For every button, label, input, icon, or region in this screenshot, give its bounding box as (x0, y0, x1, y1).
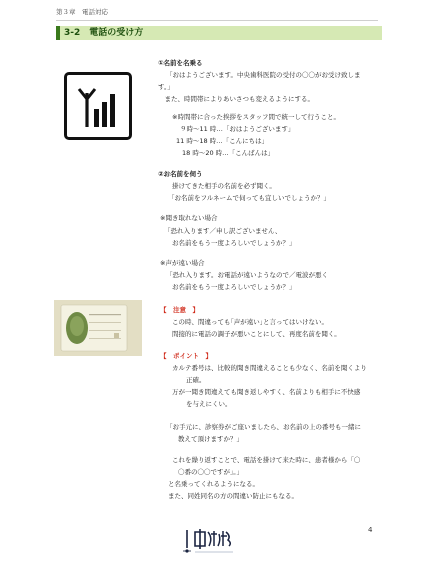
page-number: 4 (368, 526, 373, 534)
chapter-label: 第３章 電話対応 (56, 8, 108, 16)
text-line: この時、間違っても｢声が遠い｣と言ってはいけない。 (172, 318, 328, 326)
text-line: これを繰り返すことで、電話を掛けて来た時に、患者様から「〇 (172, 456, 361, 464)
case-heading: ※聞き取れない場合 (160, 214, 218, 222)
heading-state-name: ①名前を名乗る (158, 59, 203, 67)
text-line: 間接的に電話の調子が悪いことにして、再度名前を聞く。 (172, 330, 341, 338)
text-line: また、同姓同名の方の間違い防止にもなる。 (168, 492, 298, 500)
text-line: お名前をもう一度よろしいでしょうか？」 (172, 239, 296, 247)
greeting-day: 11 時～18 時…「こんにちは」 (176, 137, 269, 145)
text-line: と名乗ってくれるようになる。 (168, 480, 259, 488)
text-line: お名前をもう一度よろしいでしょうか？」 (172, 283, 296, 291)
case-heading: ※声が遠い場合 (160, 259, 205, 267)
clinic-logo (183, 528, 239, 556)
signal-strength-icon (64, 72, 132, 140)
text-line: を与えにくい。 (186, 400, 232, 408)
text-line: 万が一聞き間違えても聞き返しやすく、名前よりも相手に不快感 (172, 388, 361, 396)
section-title: 3-2 電話の受け方 (64, 28, 144, 38)
text-line: また、時間帯によりあいさつも変えるようにする。 (158, 95, 314, 103)
greeting-evening: 18 時～20 時…「こんばんは」 (182, 149, 275, 157)
text-line: す。」 (158, 83, 174, 91)
greeting-morning: ９時～11 時…「おはようございます」 (180, 125, 295, 133)
text-line: 「お手元に、診察券がご座いましたら、お名前の上の番号も一緒に (166, 423, 361, 431)
heading-ask-name: ②お名前を伺う (158, 170, 203, 178)
text-line: 正確。 (186, 376, 206, 384)
text-line: 「恐れ入ります／申し訳ございません、 (164, 227, 282, 235)
point-label: 【 ポイント 】 (160, 352, 212, 360)
text-line: 「おはようございます。中央歯科医院の受付の〇〇がお受け致しま (166, 71, 361, 79)
text-line: 掛けてきた相手の名前を必ず聞く。 (172, 182, 276, 190)
header-divider (56, 20, 378, 21)
note-line: ※時間帯に合った挨拶をスタッフ間で統一して行うこと。 (172, 113, 340, 121)
patient-card-photo (54, 300, 142, 356)
text-line: 教えて頂けますか？」 (178, 435, 243, 443)
text-line: 「恐れ入ります。お電話が遠いようなので／電波が悪く (166, 271, 328, 279)
text-line: 〇番の〇〇ですが」。」 (178, 468, 243, 476)
caution-label: 【 注意 】 (160, 306, 199, 314)
section-accent-mark (56, 26, 60, 40)
text-line: カルテ番号は、比較的聞き間違えることも少なく、名前を聞くより (172, 364, 367, 372)
text-line: 「お名前をフルネームで伺っても宜しいでしょうか？」 (168, 194, 331, 202)
